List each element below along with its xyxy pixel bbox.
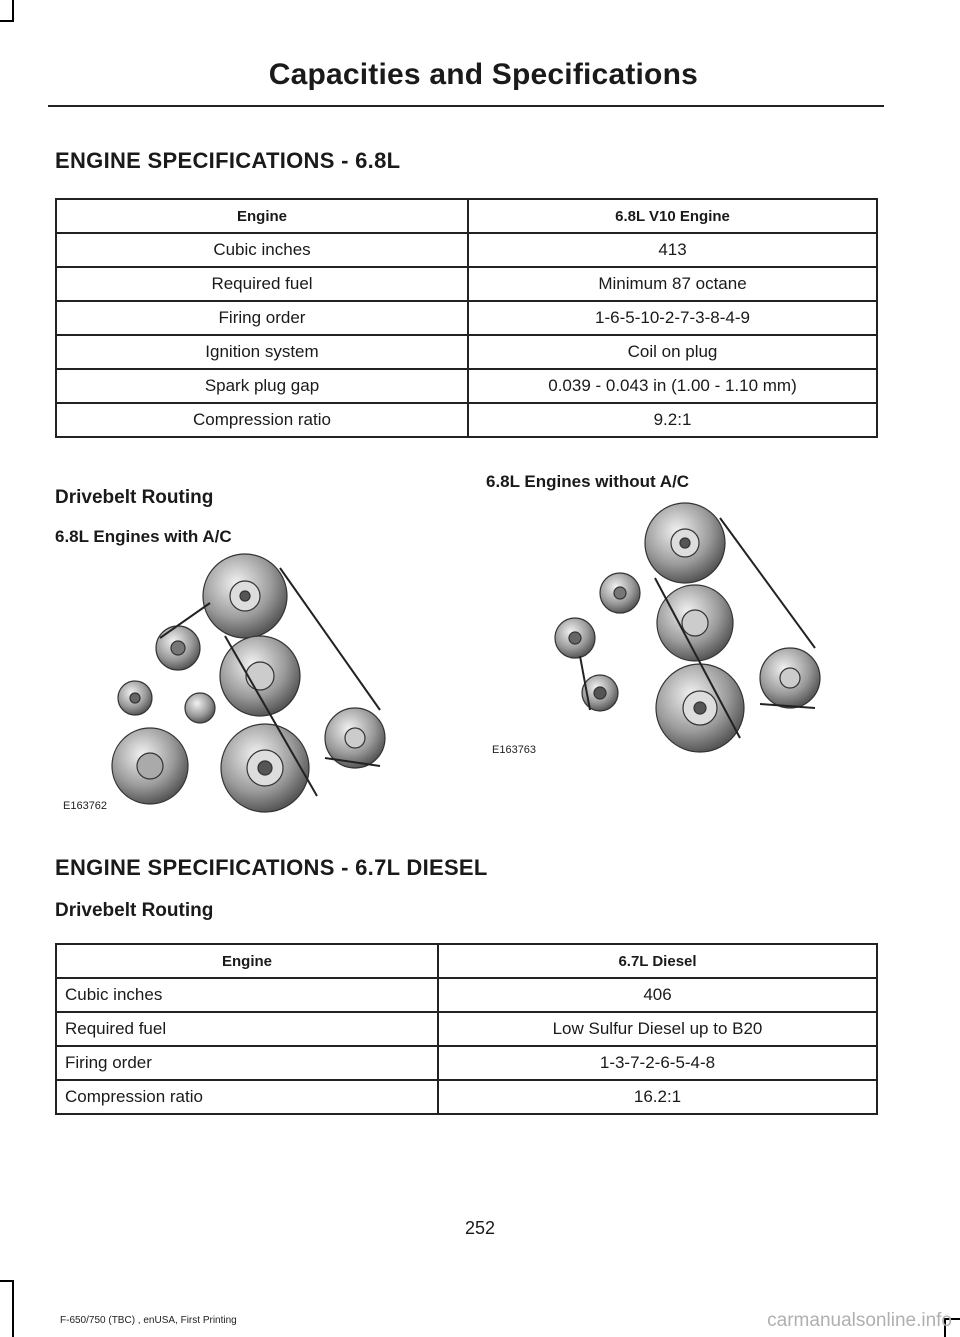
table-cell-value: Coil on plug [468, 335, 877, 369]
page-number: 252 [464, 1218, 496, 1238]
table-cell-value: Minimum 87 octane [468, 267, 877, 301]
table-header-row [56, 944, 877, 978]
crop-mark [12, 0, 14, 20]
table-cell-label: Cubic inches [56, 978, 438, 1012]
table-cell-label: Firing order [56, 301, 468, 335]
table-cell-value: 9.2:1 [468, 403, 877, 437]
crop-mark [0, 1280, 14, 1282]
table-row [56, 301, 877, 335]
table-header-engine: Engine [56, 199, 468, 233]
table-cell-label: Firing order [56, 1046, 438, 1080]
drivebelt-diagram-with-ac [55, 548, 410, 823]
drivebelt-diagram-without-ac [490, 498, 835, 760]
drivebelt-routing-heading: Drivebelt Routing [55, 487, 214, 508]
table-row [56, 1080, 877, 1114]
table-header-engine: Engine [56, 944, 438, 978]
table-cell-label: Required fuel [56, 1012, 438, 1046]
engine-spec-table-6-7l [55, 943, 878, 1115]
figure-code-without-ac: E163763 [492, 744, 537, 756]
drivebelt-routing-subheading: Drivebelt Routing [55, 900, 214, 921]
crop-mark [0, 20, 14, 22]
table-cell-value: 16.2:1 [438, 1080, 877, 1114]
table-row [56, 233, 877, 267]
table-row [56, 403, 877, 437]
table-row [56, 369, 877, 403]
section-heading-6-8l: ENGINE SPECIFICATIONS - 6.8L [55, 148, 401, 173]
table-header-value: 6.7L Diesel [438, 944, 877, 978]
footer-note: F-650/750 (TBC) , enUSA, First Printing [60, 1315, 237, 1326]
header-rule [48, 105, 884, 107]
without-ac-label: 6.8L Engines without A/C [486, 472, 690, 491]
table-header-row [56, 199, 877, 233]
table-cell-value: 1-6-5-10-2-7-3-8-4-9 [468, 301, 877, 335]
table-row [56, 267, 877, 301]
table-row [56, 1012, 877, 1046]
engine-spec-table-6-8l [55, 198, 878, 438]
table-cell-value: Low Sulfur Diesel up to B20 [438, 1012, 877, 1046]
table-row [56, 1046, 877, 1080]
watermark: carmanualsonline.info [767, 1310, 952, 1331]
table-cell-value: 1-3-7-2-6-5-4-8 [438, 1046, 877, 1080]
table-cell-value: 0.039 - 0.043 in (1.00 - 1.10 mm) [468, 369, 877, 403]
page-title: Capacities and Specifications [268, 58, 698, 91]
table-cell-value: 406 [438, 978, 877, 1012]
with-ac-label: 6.8L Engines with A/C [55, 527, 232, 546]
table-header-value: 6.8L V10 Engine [468, 199, 877, 233]
table-cell-label: Cubic inches [56, 233, 468, 267]
table-cell-label: Required fuel [56, 267, 468, 301]
table-cell-label: Compression ratio [56, 403, 468, 437]
table-row [56, 978, 877, 1012]
table-cell-label: Spark plug gap [56, 369, 468, 403]
section-heading-6-7l-diesel: ENGINE SPECIFICATIONS - 6.7L DIESEL [55, 855, 488, 880]
table-cell-value: 413 [468, 233, 877, 267]
table-cell-label: Compression ratio [56, 1080, 438, 1114]
table-row [56, 335, 877, 369]
table-cell-label: Ignition system [56, 335, 468, 369]
figure-code-with-ac: E163762 [63, 800, 108, 812]
crop-mark [12, 1280, 14, 1337]
